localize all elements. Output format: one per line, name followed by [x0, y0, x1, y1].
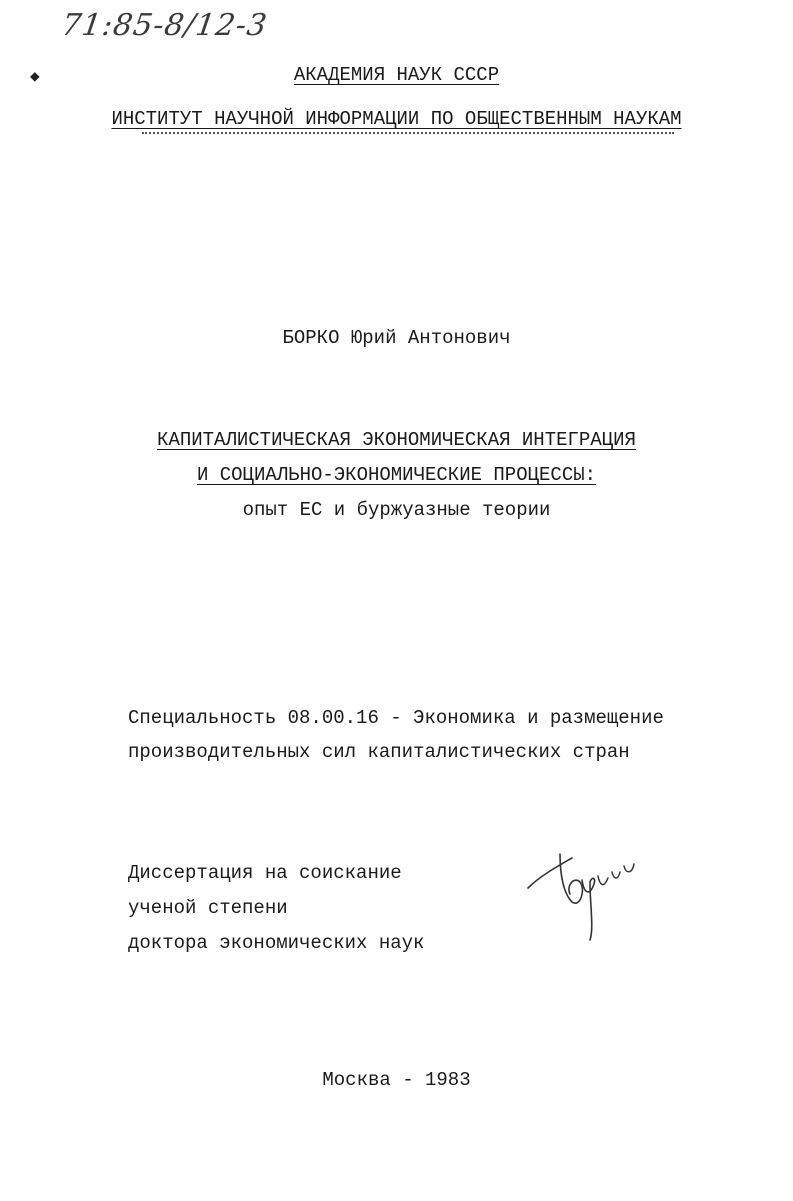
specialty-line-2: производительных сил капиталистических стран	[128, 741, 630, 763]
title-subtitle: опыт ЕС и буржуазные теории	[242, 499, 551, 521]
institute-name: ИНСТИТУТ НАУЧНОЙ ИНФОРМАЦИИ ПО ОБЩЕСТВЕННЫМ НАУКАМ	[111, 108, 682, 130]
academy-name: АКАДЕМИЯ НАУК СССР	[293, 64, 500, 86]
margin-mark-icon: ◆	[30, 68, 40, 86]
author-name: БОРКО Юрий Антонович	[282, 327, 511, 349]
author-signature	[520, 836, 650, 946]
title-line-2: И СОЦИАЛЬНО-ЭКОНОМИЧЕСКИЕ ПРОЦЕССЫ:	[196, 464, 597, 486]
degree-line-1: Диссертация на соискание	[128, 862, 402, 884]
institute-dotted-rule	[142, 132, 674, 134]
title-line-1: КАПИТАЛИСТИЧЕСКАЯ ЭКОНОМИЧЕСКАЯ ИНТЕГРАЦИЯ	[157, 429, 636, 451]
place-and-year: Москва - 1983	[322, 1069, 471, 1091]
handwritten-archive-code: 71:85-8/12-3	[59, 8, 270, 43]
degree-line-3: доктора экономических наук	[128, 932, 425, 954]
degree-line-2: ученой степени	[128, 897, 288, 919]
specialty-line-1: Специальность 08.00.16 - Экономика и размещение	[128, 707, 664, 729]
